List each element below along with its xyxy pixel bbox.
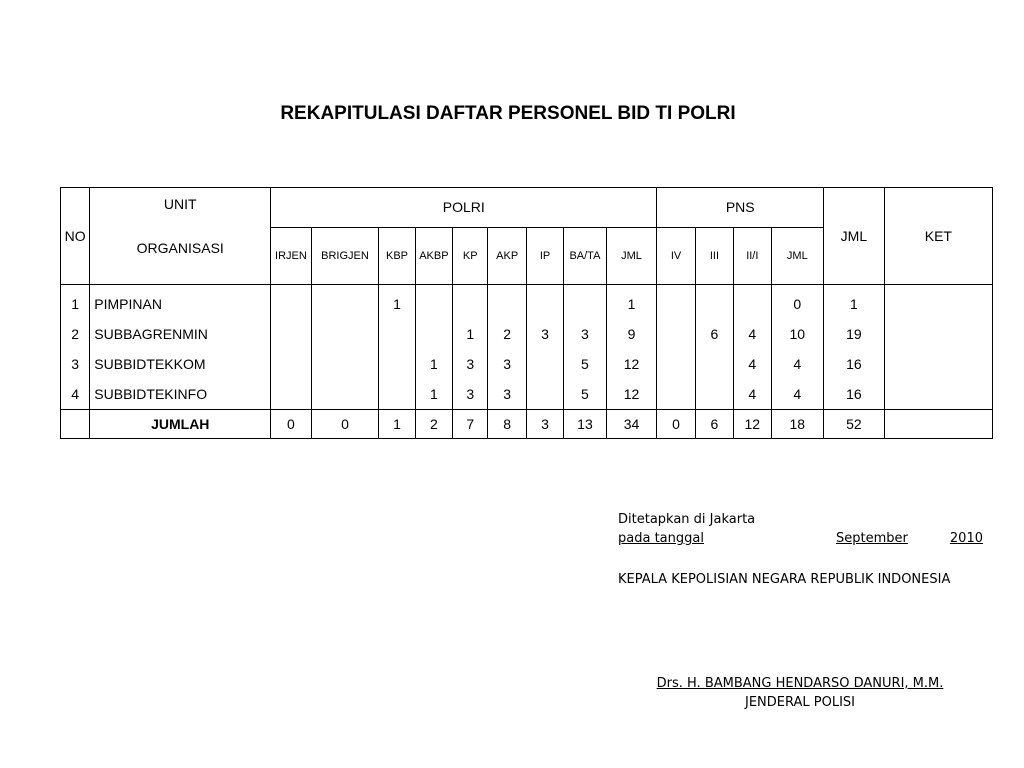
total-polri-value: 0 (271, 410, 311, 439)
total-polri-value: 1 (379, 410, 415, 439)
row-polri-value (311, 379, 379, 410)
header-ket: KET (884, 188, 992, 285)
row-polri-value: 3 (488, 349, 526, 379)
row-polri-value: 3 (564, 319, 606, 349)
row-polri-value (271, 349, 311, 379)
row-unit: SUBBIDTEKINFO (90, 379, 271, 410)
row-pns-value (657, 319, 695, 349)
row-polri-value (311, 319, 379, 349)
header-jml: JML (824, 188, 885, 285)
place-line: Ditetapkan di Jakarta (618, 512, 756, 527)
total-no (61, 410, 90, 439)
header-pns: PNS (657, 188, 824, 228)
table-row (61, 319, 993, 349)
date-month: September (836, 531, 908, 546)
row-ket (884, 319, 992, 349)
header-no: NO (61, 188, 90, 285)
row-polri-value (271, 379, 311, 410)
row-ket (884, 285, 992, 320)
signature-block (618, 510, 983, 589)
row-polri-value: 1 (606, 285, 657, 320)
personnel-table (60, 187, 993, 439)
total-polri-value: 3 (526, 410, 563, 439)
header-polri-col: JML (606, 227, 657, 285)
table-row (61, 379, 993, 410)
row-polri-value (415, 319, 452, 349)
header-polri-col: AKBP (415, 227, 452, 285)
row-polri-value: 2 (488, 319, 526, 349)
row-polri-value: 1 (415, 379, 452, 410)
total-polri-value: 8 (488, 410, 526, 439)
row-unit: SUBBAGRENMIN (90, 319, 271, 349)
total-label: JUMLAH (90, 410, 271, 439)
row-polri-value (271, 319, 311, 349)
row-polri-value: 3 (488, 379, 526, 410)
row-pns-value: 4 (734, 349, 771, 379)
row-pns-value (695, 285, 733, 320)
row-pns-value: 4 (771, 349, 824, 379)
row-pns-value: 6 (695, 319, 733, 349)
header-polri: POLRI (271, 188, 657, 228)
row-polri-value (526, 285, 563, 320)
date-line (618, 529, 983, 548)
row-polri-value (311, 285, 379, 320)
total-pns-value: 18 (771, 410, 824, 439)
header-pns-col: IV (657, 227, 695, 285)
total-ket (884, 410, 992, 439)
row-polri-value (526, 379, 563, 410)
total-pns-value: 12 (734, 410, 771, 439)
header-pns-col: III (695, 227, 733, 285)
total-pns-value: 6 (695, 410, 733, 439)
row-pns-value (657, 349, 695, 379)
total-polri-value: 13 (564, 410, 606, 439)
row-polri-value (564, 285, 606, 320)
header-unit: UNIT (90, 188, 271, 228)
total-polri-value: 34 (606, 410, 657, 439)
row-pns-value (695, 379, 733, 410)
row-pns-value (734, 285, 771, 320)
row-pns-value (657, 379, 695, 410)
page-title: REKAPITULASI DAFTAR PERSONEL BID TI POLRI (280, 103, 736, 124)
total-polri-value: 0 (311, 410, 379, 439)
row-total: 16 (824, 379, 885, 410)
row-polri-value (379, 319, 415, 349)
row-polri-value (311, 349, 379, 379)
table-row (61, 285, 993, 320)
row-pns-value (695, 349, 733, 379)
header-polri-col: IP (526, 227, 563, 285)
row-polri-value: 1 (379, 285, 415, 320)
row-pns-value: 4 (734, 379, 771, 410)
row-polri-value: 1 (453, 319, 488, 349)
row-polri-value: 12 (606, 379, 657, 410)
row-no: 2 (61, 319, 90, 349)
row-polri-value (271, 285, 311, 320)
total-row (61, 410, 993, 439)
header-polri-col: IRJEN (271, 227, 311, 285)
row-polri-value (453, 285, 488, 320)
header-polri-col: BRIGJEN (311, 227, 379, 285)
office-title: KEPALA KEPOLISIAN NEGARA REPUBLIK INDONESIA (618, 572, 951, 587)
total-polri-value: 2 (415, 410, 452, 439)
row-polri-value (526, 349, 563, 379)
row-polri-value: 5 (564, 379, 606, 410)
row-polri-value (415, 285, 452, 320)
header-organisasi: ORGANISASI (90, 227, 271, 285)
row-polri-value: 3 (453, 349, 488, 379)
header-polri-col: KP (453, 227, 488, 285)
row-polri-value: 3 (453, 379, 488, 410)
date-year: 2010 (949, 531, 983, 546)
row-polri-value: 12 (606, 349, 657, 379)
header-pns-col: II/I (734, 227, 771, 285)
header-pns-col: JML (771, 227, 824, 285)
row-total: 1 (824, 285, 885, 320)
row-total: 16 (824, 349, 885, 379)
row-pns-value: 4 (734, 319, 771, 349)
row-polri-value: 1 (415, 349, 452, 379)
row-ket (884, 379, 992, 410)
row-no: 4 (61, 379, 90, 410)
row-unit: SUBBIDTEKKOM (90, 349, 271, 379)
row-polri-value (379, 349, 415, 379)
header-polri-col: BA/TA (564, 227, 606, 285)
row-pns-value: 4 (771, 379, 824, 410)
row-unit: PIMPINAN (90, 285, 271, 320)
total-pns-value: 0 (657, 410, 695, 439)
row-no: 1 (61, 285, 90, 320)
header-polri-col: AKP (488, 227, 526, 285)
officer-name: Drs. H. BAMBANG HENDARSO DANURI, M.M. (656, 676, 944, 691)
row-polri-value: 5 (564, 349, 606, 379)
row-no: 3 (61, 349, 90, 379)
row-pns-value: 0 (771, 285, 824, 320)
row-pns-value: 10 (771, 319, 824, 349)
officer-rank: JENDERAL POLISI (744, 695, 855, 710)
row-ket (884, 349, 992, 379)
row-total: 19 (824, 319, 885, 349)
row-polri-value: 3 (526, 319, 563, 349)
total-polri-value: 7 (453, 410, 488, 439)
table-row (61, 349, 993, 379)
date-label: pada tanggal (618, 531, 704, 546)
row-polri-value: 9 (606, 319, 657, 349)
row-pns-value (657, 285, 695, 320)
grand-total: 52 (824, 410, 885, 439)
row-polri-value (379, 379, 415, 410)
header-polri-col: KBP (379, 227, 415, 285)
officer-block (590, 674, 1010, 712)
row-polri-value (488, 285, 526, 320)
